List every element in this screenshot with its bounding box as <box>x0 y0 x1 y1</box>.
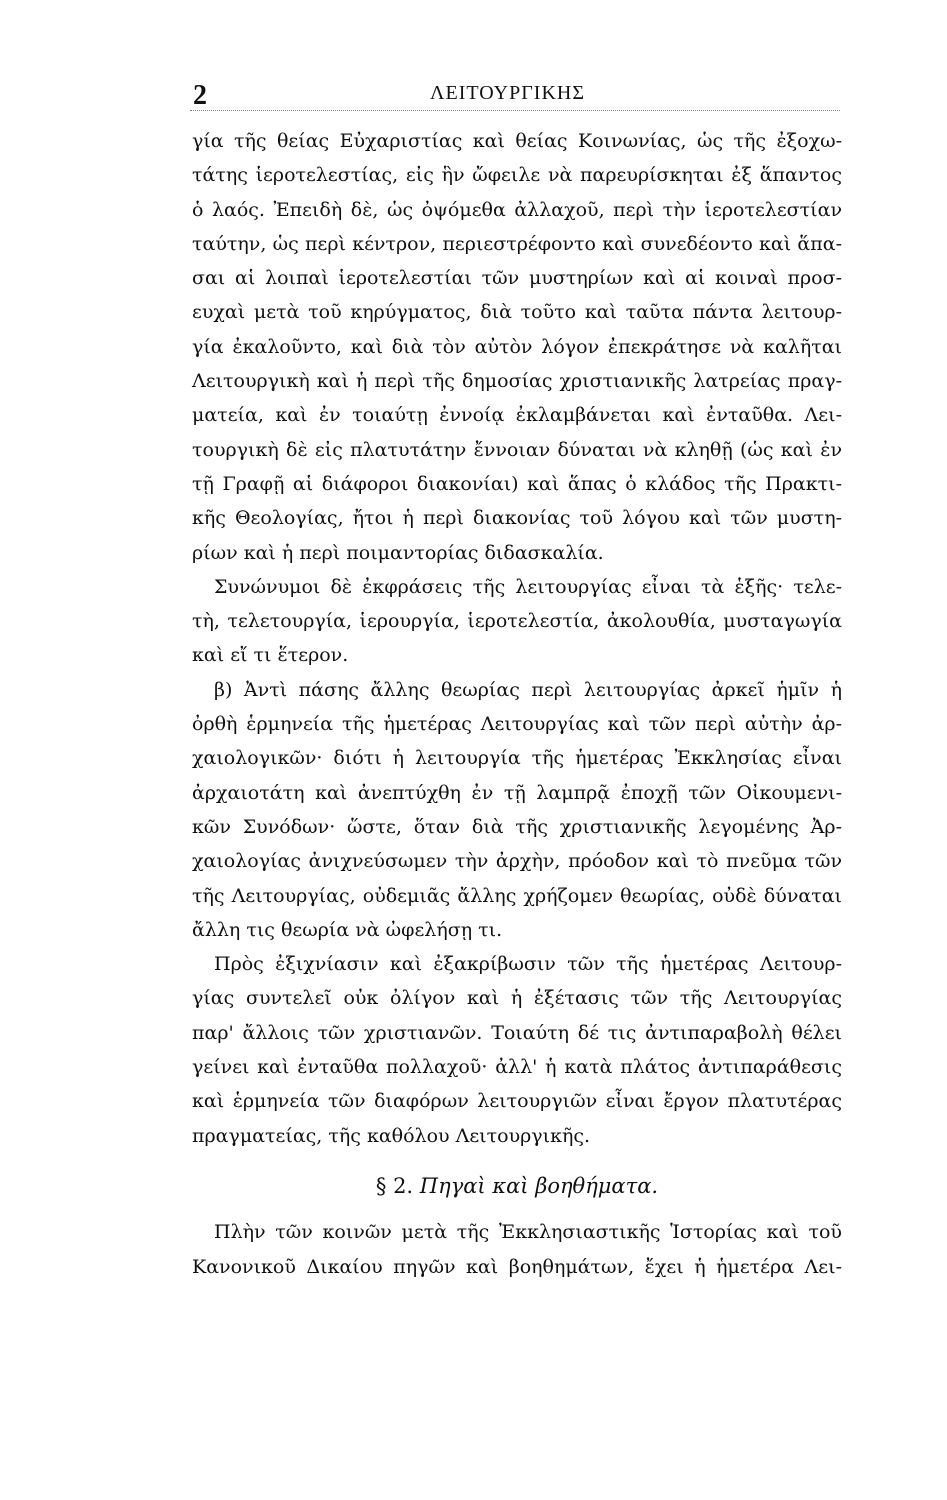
section-number: § 2. <box>375 1173 414 1198</box>
text-line: σαι αἱ λοιπαὶ ἱεροτελεστίαι τῶν μυστηρίων καὶ αἱ κοιναὶ προσ- <box>192 267 842 290</box>
text-line: χαιολογικῶν· διότι ἡ λειτουργία τῆς ἡμετέρας Ἐκκλησίας εἶναι <box>192 747 842 770</box>
page-header <box>190 80 840 111</box>
text-line: τὴ, τελετουργία, ἱερουργία, ἱεροτελεστία, ἀκολουθία, μυσταγωγία <box>192 610 842 633</box>
text-line: ἄλλη τις θεωρία νὰ ὠφελήσῃ τι. <box>192 918 503 941</box>
text-line: ρίων καὶ ἡ περὶ ποιμαντορίας διδασκαλία. <box>192 541 604 564</box>
text-line: καὶ εἴ τι ἕτερον. <box>192 644 349 667</box>
text-line: ματεία, καὶ ἐν τοιαύτῃ ἐννοίᾳ ἐκλαμβάνεται καὶ ἐνταῦθα. Λει- <box>192 404 842 427</box>
text-line: ἀρχαιοτάτη καὶ ἀνεπτύχθη ἐν τῇ λαμπρᾷ ἐποχῇ τῶν Οἰκουμενι- <box>192 781 842 804</box>
text-line: Πλὴν τῶν κοινῶν μετὰ τῆς Ἐκκλησιαστικῆς Ἱστορίας καὶ τοῦ <box>214 1221 842 1244</box>
paragraph-2 <box>192 570 842 673</box>
text-line: τῇ Γραφῇ αἱ διάφοροι διακονίαι) καὶ ἅπας ὁ κλάδος τῆς Πρακτι- <box>192 472 842 495</box>
text-line: ὁ λαός. Ἐπειδὴ δὲ, ὡς ὀψόμεθα ἀλλαχοῦ, περὶ τὴν ἱεροτελεστίαν <box>192 198 842 221</box>
text-line: καὶ ἑρμηνεία τῶν διαφόρων λειτουργιῶν εἶναι ἔργον πλατυτέρας <box>192 1090 842 1113</box>
text-line: γία ἐκαλοῦντο, καὶ διὰ τὸν αὐτὸν λόγον ἐπεκράτησε νὰ καλῆται <box>192 335 842 358</box>
section-heading <box>192 1169 842 1203</box>
text-line: πραγματείας, τῆς καθόλου Λειτουργικῆς. <box>192 1124 591 1147</box>
text-line: γείνει καὶ ἐνταῦθα πολλαχοῦ· ἀλλ' ἡ κατὰ πλάτος ἀντιπαράθεσις <box>192 1056 842 1079</box>
text-line: Πρὸς ἐξιχνίασιν καὶ ἐξακρίβωσιν τῶν τῆς ἡμετέρας Λειτουρ- <box>214 953 842 976</box>
text-line: χαιολογίας ἀνιχνεύσωμεν τὴν ἀρχὴν, πρόοδον καὶ τὸ πνεῦμα τῶν <box>192 850 842 873</box>
text-line: τουργικὴ δὲ εἰς πλατυτάτην ἔννοιαν δύναται νὰ κληθῇ (ὡς καὶ ἐν <box>192 438 842 461</box>
text-line: Συνώνυμοι δὲ ἐκφράσεις τῆς λειτουργίας εἶναι τὰ ἑξῆς· τελε- <box>214 575 842 598</box>
body-text <box>192 124 842 1284</box>
text-line: β) Ἀντὶ πάσης ἄλλης θεωρίας περὶ λειτουργίας ἀρκεῖ ἡμῖν ἡ <box>214 678 842 701</box>
paragraph-5 <box>192 1215 842 1284</box>
running-title: ΛΕΙΤΟΥΡΓΙΚΗΣ <box>430 82 585 104</box>
text-line: γίας συντελεῖ οὐκ ὀλίγον καὶ ἡ ἐξέτασις τῶν τῆς Λειτουργίας <box>192 987 842 1010</box>
text-line: τάτης ἱεροτελεστίας, εἰς ἣν ὤφειλε νὰ παρευρίσκηται ἐξ ἅπαντος <box>192 164 842 187</box>
paragraph-4 <box>192 947 842 1153</box>
section-title: Πηγαὶ καὶ βοηθήματα. <box>419 1173 659 1198</box>
text-line: ευχαὶ μετὰ τοῦ κηρύγματος, διὰ τοῦτο καὶ ταῦτα πάντα λειτουρ- <box>192 301 842 324</box>
paragraph-1 <box>192 124 842 570</box>
paragraph-3 <box>192 673 842 947</box>
text-line: Λειτουργικὴ καὶ ἡ περὶ τῆς δημοσίας χριστιανικῆς λατρείας πραγ- <box>192 370 842 393</box>
text-line: Κανονικοῦ Δικαίου πηγῶν καὶ βοηθημάτων, ἔχει ἡ ἡμετέρα Λει- <box>192 1255 842 1278</box>
text-line: τῆς Λειτουργίας, οὐδεμιᾶς ἄλλης χρήζομεν θεωρίας, οὐδὲ δύναται <box>192 884 842 907</box>
text-line: ταύτην, ὡς περὶ κέντρον, περιεστρέφοντο καὶ συνεδέοντο καὶ ἅπα- <box>192 232 842 255</box>
text-line: κῆς Θεολογίας, ἤτοι ἡ περὶ διακονίας τοῦ λόγου καὶ τῶν μυστη- <box>192 507 842 530</box>
text-line: παρ' ἄλλοις τῶν χριστιανῶν. Τοιαύτη δέ τις ἀντιπαραβολὴ θέλει <box>192 1021 842 1044</box>
text-line: γία τῆς θείας Εὐχαριστίας καὶ θείας Κοινωνίας, ὡς τῆς ἐξοχω- <box>192 130 842 152</box>
text-line: ὀρθὴ ἑρμηνεία τῆς ἡμετέρας Λειτουργίας καὶ τῶν περὶ αὐτὴν ἀρ- <box>192 713 842 736</box>
page-number: 2 <box>193 80 207 111</box>
text-line: κῶν Συνόδων· ὥστε, ὅταν διὰ τῆς χριστιανικῆς λεγομένης Ἀρ- <box>192 815 842 838</box>
